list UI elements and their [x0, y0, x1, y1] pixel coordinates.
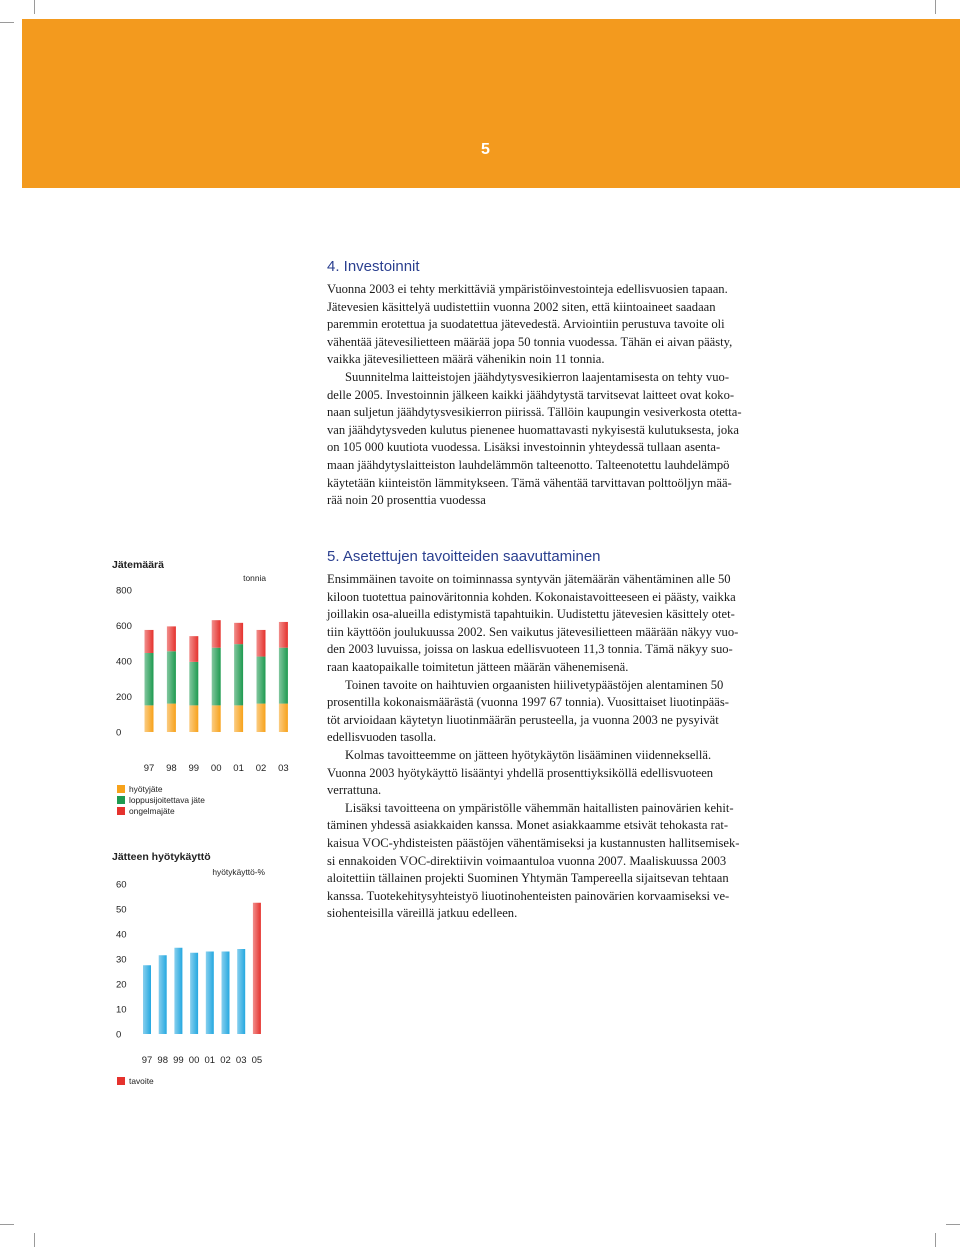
x-tick-label: 00: [210, 763, 222, 774]
bar-hyötyjäte-98: [167, 704, 176, 732]
legend-item: [117, 805, 205, 816]
text-line: si ennakoiden VOC-direktiivin voimaantuloa vuonna 2007. Maaliskuussa 2003: [327, 853, 727, 868]
y-tick-label: 0: [116, 1029, 122, 1041]
y-tick-label: 10: [116, 1004, 127, 1016]
text-line: on 105 000 kuutiota vuodessa. Lisäksi investoinnin yhteydessä tullaan asenta-: [327, 440, 721, 455]
text-line: vaikka jätevesilietteen määrä vähenikin noin 11 tonnia.: [327, 352, 605, 367]
bar-ongelmajäte-02: [257, 630, 266, 657]
x-tick-label: 01: [204, 1055, 216, 1066]
bar-ongelmajäte-97: [145, 630, 154, 653]
bar-hyötyjäte-01: [234, 705, 243, 732]
crop-mark-bottom-right-v: [935, 1233, 936, 1247]
chart-title: Jätemäärä: [112, 559, 164, 571]
bar-loppusijoitettava-jäte-98: [167, 651, 176, 703]
text-line: prosentilla kokonaismäärästä (vuonna 1997 67 tonnia). Vuosittaiset liuotinpääs-: [327, 695, 729, 710]
text-line: Ensimmäinen tavoite on toiminnassa syntyvän jätemäärän vähentäminen alle 50: [327, 572, 731, 586]
legend-swatch: [117, 1077, 125, 1085]
y-tick-label: 60: [116, 879, 127, 891]
text-line: delle 2005. Investoinnin jälkeen kaikki jäähdytystä tarvitsevat laitteet ovat koko-: [327, 387, 735, 402]
legend-item: [117, 783, 205, 794]
crop-mark-top-right-v: [935, 0, 936, 14]
text-line: Vuonna 2003 ei tehty merkittäviä ympäristöinvestointeja edellisvuosien tapaan.: [327, 282, 728, 296]
legend-swatch: [117, 807, 125, 815]
bar-hyotykaytto-00: [190, 953, 198, 1034]
legend-label: tavoite: [129, 1075, 154, 1086]
bar-ongelmajäte-99: [189, 636, 198, 662]
text-line: vähentää jätevesilietteen määrää jopa 50 tonnia vuodessa. Tähän ei aivan päästy,: [327, 334, 733, 349]
bar-hyotykaytto-01: [206, 952, 214, 1035]
crop-mark-bottom-left-v: [34, 1233, 35, 1247]
text-line: naan suljetun jäähdytysvesikierron piirissä. Tällöin kaupungin vesiverkosta otetta-: [327, 405, 742, 420]
chart-hyotykaytto-legend: [117, 1075, 154, 1086]
text-line: Vuonna 2003 hyötykäyttö lisääntyi yhdellä prosenttiyksiköllä edellisvuoteen: [327, 765, 714, 780]
x-tick-label: 02: [220, 1055, 231, 1066]
bar-loppusijoitettava-jäte-97: [145, 653, 154, 705]
text-line: rää noin 20 prosenttia vuodessa: [327, 493, 486, 508]
paragraph: [327, 571, 783, 677]
section-tavoitteet: [327, 548, 783, 923]
text-line: tiin käyttöön joulukuussa 2002. Sen vaikutus jätevesilietteen määrään näkyy vuo-: [327, 624, 739, 639]
x-tick-label: 99: [173, 1055, 184, 1066]
y-tick-label: 50: [116, 904, 127, 916]
bar-hyotykaytto-98: [159, 955, 167, 1034]
crop-mark-bottom-left: [0, 1224, 14, 1225]
text-line: täminen yhdessä asiakkaiden kanssa. Monet asiakkaamme etsivät tehokasta rat-: [327, 818, 729, 833]
crop-mark-bottom-right: [946, 1224, 960, 1225]
text-line: käytetään kiinteistön lämmitykseen. Tämä vähentää tarvittavan polttoöljyn mää-: [327, 475, 732, 490]
section-heading: 4. Investoinnit: [327, 258, 420, 275]
bar-hyötyjäte-02: [257, 704, 266, 732]
text-line: kanssa. Tuotekehitysyhteistyö liuotinohenteisten painovärien korvaamiseksi ve-: [327, 888, 730, 903]
paragraph: [327, 369, 792, 510]
text-line: van jäähdytysveden kulutus pienenee huomattavasti nykyisestä kulutuksesta, joka: [327, 422, 740, 437]
legend-swatch: [117, 796, 125, 804]
legend-swatch: [117, 785, 125, 793]
legend-item: [117, 794, 205, 805]
text-line: kaisua VOC-yhdisteisten päästöjen vähentämiseksi ja kustannusten hallitsemisek-: [327, 835, 740, 850]
x-tick-label: 05: [251, 1055, 263, 1066]
bar-ongelmajäte-00: [212, 620, 221, 648]
bar-hyötyjäte-00: [212, 705, 221, 732]
paragraph: [327, 281, 792, 369]
chart-hyotykaytto: [112, 846, 282, 1068]
y-tick-label: 800: [116, 585, 132, 597]
chart-jatemaara: [112, 552, 289, 776]
x-tick-label: 97: [141, 1055, 153, 1066]
text-line: Toinen tavoite on haihtuvien orgaanisten hiilivetypäästöjen alentaminen 50: [345, 677, 724, 692]
y-tick-label: 600: [116, 621, 132, 632]
text-line: maan jäähdytyslaitteiston lauhdelämmön talteenotto. Talteenotettu lauhdelämpö: [327, 457, 730, 472]
bar-hyotykaytto-97: [143, 965, 151, 1034]
paragraph: [327, 677, 783, 747]
x-tick-label: 01: [233, 763, 244, 774]
bar-hyötyjäte-97: [145, 705, 154, 732]
x-tick-label: 99: [188, 763, 200, 774]
text-line: Suunnitelma laitteistojen jäähdytysvesikierron laajentamisesta on tehty vuo-: [345, 369, 730, 384]
section-investoinnit: [327, 258, 792, 510]
x-tick-label: 98: [166, 763, 177, 774]
bar-loppusijoitettava-jäte-01: [234, 644, 243, 705]
text-line: siohenteisilla väreillä jatkuu edelleen.: [327, 906, 518, 921]
x-tick-label: 00: [188, 1055, 200, 1066]
page-number: 5: [481, 141, 490, 158]
chart-jatemaara-legend: [117, 783, 205, 816]
text-line: Jätevesien käsittelyä uudistettiin vuonna 2002 siten, että kiintoaineet saadaan: [327, 299, 716, 314]
bar-hyötyjäte-99: [189, 705, 198, 732]
bar-loppusijoitettava-jäte-03: [279, 648, 288, 704]
bar-hyotykaytto-05: [253, 903, 261, 1034]
text-line: raan kaatopaikalle toimitetun jätteen määrän vähenemisenä.: [327, 659, 629, 674]
paragraph: [327, 747, 783, 800]
legend-label: loppusijoitettava jäte: [129, 794, 205, 805]
text-line: Lisäksi tavoitteena on ympäristölle vähemmän haitallisten painovärien kehit-: [345, 800, 734, 815]
legend-label: ongelmajäte: [129, 805, 175, 816]
paragraph: [327, 800, 783, 923]
header-banner: [22, 19, 960, 188]
chart-title: Jätteen hyötykäyttö: [112, 851, 211, 863]
text-line: edellisvuoden tasolla.: [327, 730, 437, 745]
x-tick-label: 03: [235, 1055, 247, 1066]
section-heading: 5. Asetettujen tavoitteiden saavuttaminen: [327, 548, 601, 565]
chart-unit: tonnia: [243, 573, 266, 583]
bar-ongelmajäte-03: [279, 622, 288, 648]
chart-unit: hyötykäyttö-%: [212, 867, 265, 877]
y-tick-label: 20: [116, 979, 127, 991]
text-line: töt arvioidaan käytetyn liuotinmäärän perusteella, ja vuonna 2003 ne pysyivät: [327, 712, 719, 727]
y-tick-label: 200: [116, 692, 132, 703]
text-line: paremmin erotettua ja suodatettua jätevedestä. Arviointiin perustuva tavoite oli: [327, 317, 725, 332]
crop-mark-top-left-v: [34, 0, 35, 14]
text-line: den 2003 luvuissa, joissa on laskua edellisvuoteen 11,3 tonnia. Tämä näkyy suo-: [327, 642, 733, 657]
bar-loppusijoitettava-jäte-99: [189, 662, 198, 705]
text-line: verrattuna.: [327, 783, 382, 798]
bar-hyötyjäte-03: [279, 704, 288, 732]
text-line: joillakin osa-alueilla edistymistä tapahtuikin. Uudistettu jätevesien käsittely otet-: [327, 607, 735, 622]
x-tick-label: 03: [278, 763, 289, 774]
x-tick-label: 98: [157, 1055, 168, 1066]
y-tick-label: 40: [116, 929, 127, 941]
bar-hyotykaytto-03: [237, 949, 245, 1034]
crop-mark-top-left: [0, 22, 14, 23]
bar-ongelmajäte-01: [234, 623, 243, 644]
bar-loppusijoitettava-jäte-02: [257, 657, 266, 704]
legend-label: hyötyjäte: [129, 783, 163, 794]
text-line: Kolmas tavoitteemme on jätteen hyötykäytön lisääminen viidenneksellä.: [345, 747, 712, 762]
bar-hyotykaytto-99: [174, 948, 182, 1034]
y-tick-label: 0: [116, 727, 122, 739]
bar-ongelmajäte-98: [167, 626, 176, 651]
text-line: aloitettiin tällainen projekti Suominen Yhtymän Tampereella sijaitsevan tehtaan: [327, 871, 729, 886]
x-tick-label: 97: [143, 763, 155, 774]
y-tick-label: 400: [116, 656, 132, 668]
bar-hyotykaytto-02: [222, 952, 230, 1035]
chart-jatemaara-svg: [112, 552, 289, 776]
legend-item: [117, 1075, 154, 1086]
y-tick-label: 30: [116, 954, 127, 966]
bar-loppusijoitettava-jäte-00: [212, 648, 221, 706]
text-line: kiloon tuotettua painoväritonnia kohden. Kokonaistavoitteeseen ei päästy, vaikka: [327, 589, 736, 604]
chart-hyotykaytto-svg: [112, 846, 282, 1068]
x-tick-label: 02: [255, 763, 267, 774]
